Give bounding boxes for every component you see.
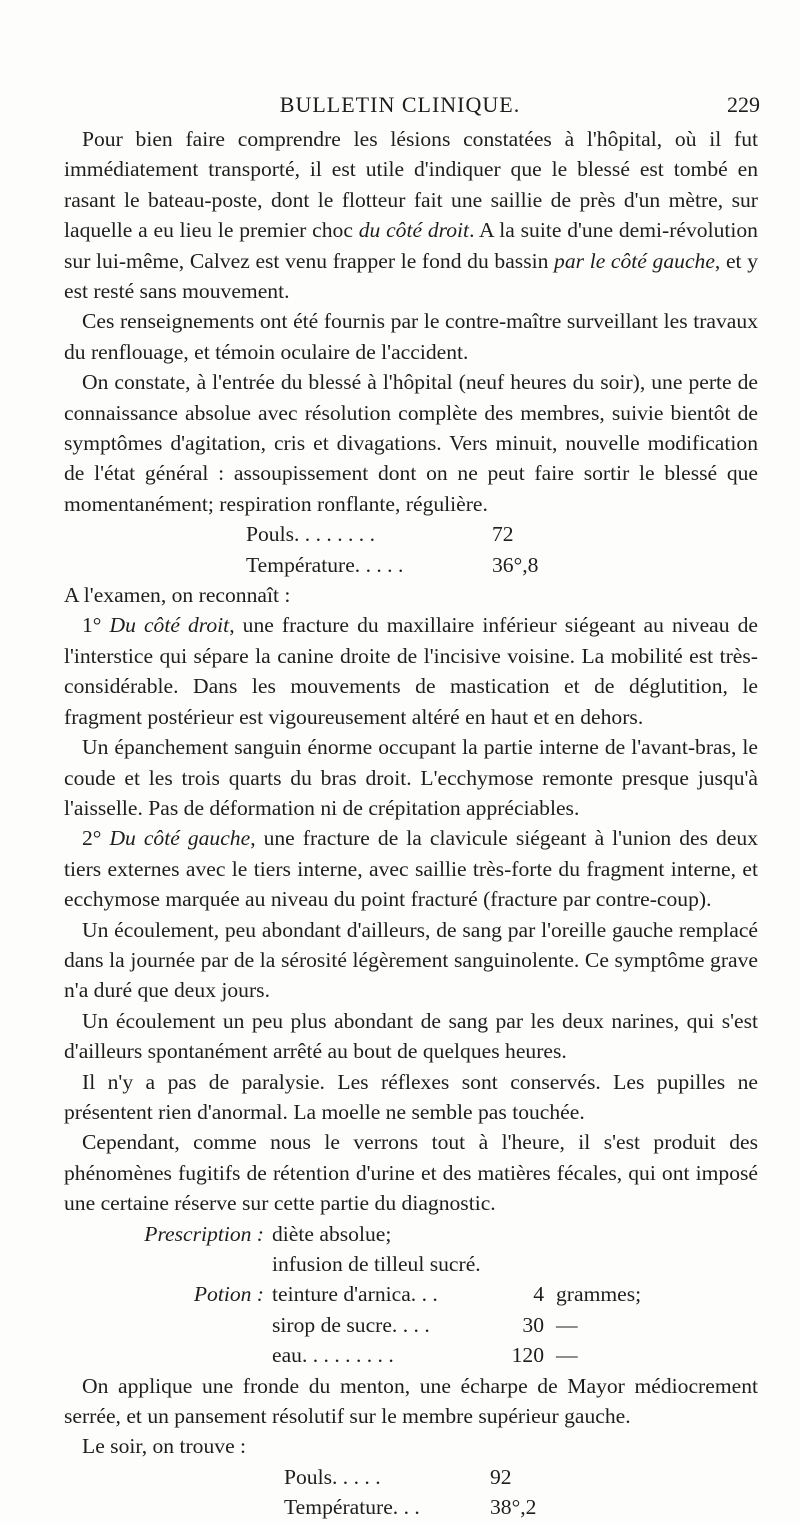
pouls-value: 72: [492, 522, 514, 547]
text-run: , et y est resté sans mouvement.: [64, 248, 758, 304]
paragraph-sources: Ces renseignements ont été fournis par le contre-maître surveillant les travaux du renflouage, et témoin oculaire de l'accident.: [64, 309, 758, 364]
prescription-row: [64, 1249, 758, 1279]
potion-item-unit: grammes;: [556, 1282, 642, 1307]
text-run: Pour bien faire comprendre les lésions constatées à l'hôpital, où il fut immédiatement transporté, il est utile d'indiquer que le blessé est tombé en rasant le bateau-poste, dont le flotteur fait une saillie de près d'un mètre, sur laquelle a eu lieu le premier choc: [64, 127, 758, 243]
text-run: . A la suite d'une demi-révolution sur lui-même, Calvez est venu frapper le fond du bassin: [64, 218, 758, 273]
potion-item-qty: 120: [511, 1343, 544, 1368]
temperature-value: 36°,8: [492, 552, 539, 577]
paragraph-neuro: Il n'y a pas de paralysie. Les réflexes sont conservés. Les pupilles ne présentent rien d'anormal. La moelle ne semble pas touchée.: [64, 1069, 758, 1124]
potion-item-unit: —: [556, 1343, 578, 1368]
running-title: BULLETIN CLINIQUE.: [279, 92, 521, 117]
paragraph-right-side: [64, 610, 758, 732]
emphasis-cote-gauche: par le côté gauche: [554, 248, 715, 273]
potion-item-name: eau. . . . . . . . .: [272, 1343, 394, 1368]
page-body: [64, 124, 758, 1523]
temperature-label: Température. . . . .: [246, 552, 404, 577]
emphasis-heading: Du côté gauche: [109, 826, 251, 851]
prescription-diete: diète absolue;: [272, 1221, 392, 1246]
potion-row: [64, 1279, 758, 1309]
paragraph-ear-bleeding: Un écoulement, peu abondant d'ailleurs, de sang par l'oreille gauche remplacé dans la journée par de la sérosité légèrement sanguinolente. Ce symptôme grave n'a duré que deux jours.: [64, 917, 758, 1003]
evening-temperature-value: 38°,2: [490, 1495, 537, 1520]
prescription-infusion: infusion de tilleul sucré.: [272, 1251, 481, 1276]
paragraph-accident: [64, 124, 758, 306]
potion-row: [64, 1310, 758, 1340]
item-number: 2°: [82, 826, 110, 851]
item-number: 1°: [82, 613, 110, 638]
evening-vitals-temperature: [64, 1492, 758, 1522]
potion-label: Potion :: [193, 1282, 264, 1307]
prescription-row: [64, 1219, 758, 1249]
evening-vitals-pouls: [64, 1462, 758, 1492]
text-run: , une fracture de la clavicule siégeant à l'union des deux tiers externes avec le tiers interne, avec saillie très-forte du fragment interne, et ecchymose marquée au niveau du point fracturé (fracture par contre-coup).: [64, 826, 759, 912]
page-number: 229: [727, 92, 760, 117]
paragraph-retention: Cependant, comme nous le verrons tout à l'heure, il s'est produit des phénomènes fugitifs de rétention d'urine et des matières fécales, qui ont imposé une certaine réserve sur cette partie du diagnostic.: [64, 1130, 758, 1216]
potion-item-name: teinture d'arnica. . .: [272, 1282, 438, 1307]
paragraph-nose-bleeding: Un écoulement un peu plus abondant de sang par les deux narines, qui s'est d'ailleurs spontanément arrêté au bout de quelques heures.: [64, 1008, 758, 1064]
paragraph-examen: A l'examen, on reconnaît :: [64, 583, 291, 608]
evening-temperature-label: Température. . .: [284, 1495, 420, 1520]
paragraph-left-side: [64, 823, 758, 914]
paragraph-epanchement: Un épanchement sanguin énorme occupant la partie interne de l'avant-bras, le coude et les trois quarts du bras droit. L'ecchymose remonte presque jusqu'à l'aisselle. Pas de déformation ni de crépitation appréciables.: [64, 735, 758, 820]
emphasis-cote-droit: du côté droit: [358, 218, 470, 243]
potion-item-qty: 4: [533, 1282, 544, 1307]
potion-item-unit: —: [556, 1312, 578, 1337]
potion-item-qty: 30: [522, 1312, 544, 1337]
text-run: , une fracture du maxillaire inférieur siégeant au niveau de l'interstice qui sépare la canine droite de l'incisive voisine. La mobilité est très-considérable. Dans les mouvements de mastication et de déglutition, le fragment postérieur est vigoureusement altéré en haut et en dehors.: [64, 613, 758, 729]
evening-pouls-label: Pouls. . . . .: [284, 1464, 381, 1489]
page-header: [0, 92, 800, 122]
vitals-row-temperature: [64, 550, 758, 580]
potion-row: [64, 1340, 758, 1370]
emphasis-heading: Du côté droit: [109, 613, 230, 638]
potion-item-name: sirop de sucre. . . .: [272, 1312, 430, 1337]
evening-pouls-value: 92: [490, 1464, 512, 1489]
paragraph-evening: Le soir, on trouve :: [82, 1434, 247, 1459]
vitals-row-pouls: [64, 519, 758, 549]
pouls-label: Pouls. . . . . . . .: [246, 522, 375, 547]
prescription-label: Prescription :: [144, 1221, 264, 1246]
paragraph-admission: On constate, à l'entrée du blessé à l'hôpital (neuf heures du soir), une perte de connaissance absolue avec résolution complète des membres, suivie bientôt de symptômes d'agitation, cris et divagations. Vers minuit, nouvelle modification de l'état général : assoupissement dont on ne peut faire sortir le blessé que momentanément; respiration ronflante, régulière.: [64, 370, 758, 516]
paragraph-treatment: On applique une fronde du menton, une écharpe de Mayor médiocrement serrée, et un pansement résolutif sur le membre supérieur gauche.: [64, 1373, 758, 1428]
